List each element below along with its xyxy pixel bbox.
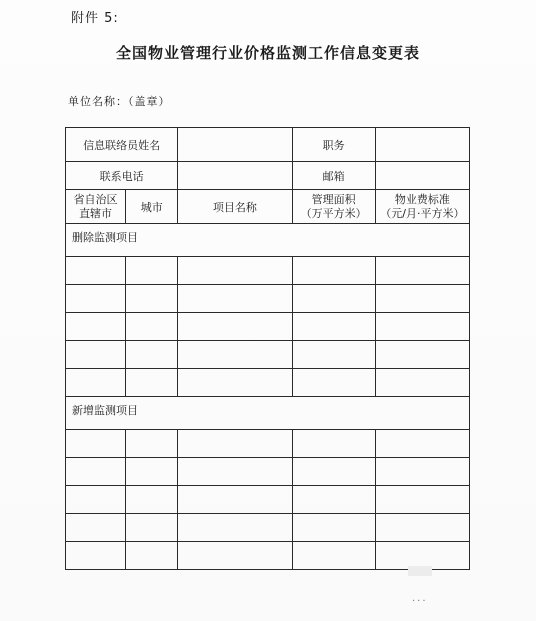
table-cell[interactable] [375, 430, 469, 458]
phone-label: 联系电话 [66, 162, 178, 190]
table-cell[interactable] [375, 341, 469, 369]
table-cell[interactable] [292, 341, 375, 369]
footer-mark: ··· [412, 596, 428, 607]
table-cell[interactable] [66, 257, 126, 285]
scan-artifact [408, 566, 432, 576]
table-cell[interactable] [66, 313, 126, 341]
table-cell[interactable] [66, 285, 126, 313]
table-cell[interactable] [375, 369, 469, 397]
delete-section-label: 删除监测项目 [66, 224, 470, 257]
table-cell[interactable] [126, 369, 178, 397]
table-cell[interactable] [126, 430, 178, 458]
table-cell[interactable] [292, 486, 375, 514]
table-cell[interactable] [178, 369, 292, 397]
table-cell[interactable] [375, 257, 469, 285]
contact-name-label: 信息联络员姓名 [66, 128, 178, 162]
table-cell[interactable] [292, 514, 375, 542]
table-row [66, 341, 470, 369]
attachment-label: 附件 5: [71, 11, 119, 26]
add-section-row [66, 397, 470, 430]
table-cell[interactable] [178, 341, 292, 369]
table-cell[interactable] [178, 430, 292, 458]
position-field[interactable] [375, 128, 469, 162]
table-cell[interactable] [292, 257, 375, 285]
col-province-label: 省自治区 直辖市 [73, 192, 118, 220]
table-cell[interactable] [375, 514, 469, 542]
col-city-header: 城市 [126, 190, 178, 224]
table-row [66, 257, 470, 285]
table-row [66, 514, 470, 542]
col-area-label: 管理面积 （万平方米） [300, 192, 367, 220]
position-label: 职务 [292, 128, 375, 162]
col-province-header [66, 190, 126, 224]
table-cell[interactable] [178, 257, 292, 285]
table-cell[interactable] [126, 542, 178, 570]
table-row [66, 285, 470, 313]
table-cell[interactable] [66, 369, 126, 397]
col-area-header [292, 190, 375, 224]
table-cell[interactable] [292, 285, 375, 313]
column-header-row [66, 190, 470, 224]
table-row [66, 369, 470, 397]
table-row [66, 486, 470, 514]
table-cell[interactable] [126, 514, 178, 542]
table-row [66, 313, 470, 341]
table-cell[interactable] [126, 458, 178, 486]
contact-row [66, 128, 470, 162]
info-change-table [65, 127, 470, 570]
table-cell[interactable] [375, 285, 469, 313]
table-cell[interactable] [375, 313, 469, 341]
document-title: 全国物业管理行业价格监测工作信息变更表 [115, 44, 420, 62]
table-row [66, 458, 470, 486]
table-cell[interactable] [292, 313, 375, 341]
table-cell[interactable] [375, 458, 469, 486]
table-cell[interactable] [66, 486, 126, 514]
email-label: 邮箱 [292, 162, 375, 190]
unit-name-label: 单位名称：（盖章） [68, 95, 171, 108]
table-cell[interactable] [126, 341, 178, 369]
delete-section-row [66, 224, 470, 257]
col-fee-header [375, 190, 469, 224]
table-cell[interactable] [292, 458, 375, 486]
table-cell[interactable] [292, 369, 375, 397]
table-cell[interactable] [292, 542, 375, 570]
table-cell[interactable] [178, 542, 292, 570]
contact-name-field[interactable] [178, 128, 292, 162]
col-project-name-header: 项目名称 [178, 190, 292, 224]
table-cell[interactable] [178, 486, 292, 514]
table-cell[interactable] [178, 514, 292, 542]
phone-row [66, 162, 470, 190]
table-cell[interactable] [66, 514, 126, 542]
col-fee-label: 物业费标准 （元/月·平方米） [380, 192, 465, 220]
table-row [66, 430, 470, 458]
table-cell[interactable] [66, 341, 126, 369]
table-cell[interactable] [126, 257, 178, 285]
phone-field[interactable] [178, 162, 292, 190]
table-cell[interactable] [66, 458, 126, 486]
table-cell[interactable] [178, 285, 292, 313]
add-section-label: 新增监测项目 [66, 397, 470, 430]
table-cell[interactable] [178, 458, 292, 486]
table-cell[interactable] [126, 486, 178, 514]
table-cell[interactable] [178, 313, 292, 341]
table-cell[interactable] [126, 285, 178, 313]
table-cell[interactable] [66, 542, 126, 570]
email-field[interactable] [375, 162, 469, 190]
table-cell[interactable] [375, 486, 469, 514]
table-cell[interactable] [66, 430, 126, 458]
table-cell[interactable] [292, 430, 375, 458]
table-cell[interactable] [126, 313, 178, 341]
